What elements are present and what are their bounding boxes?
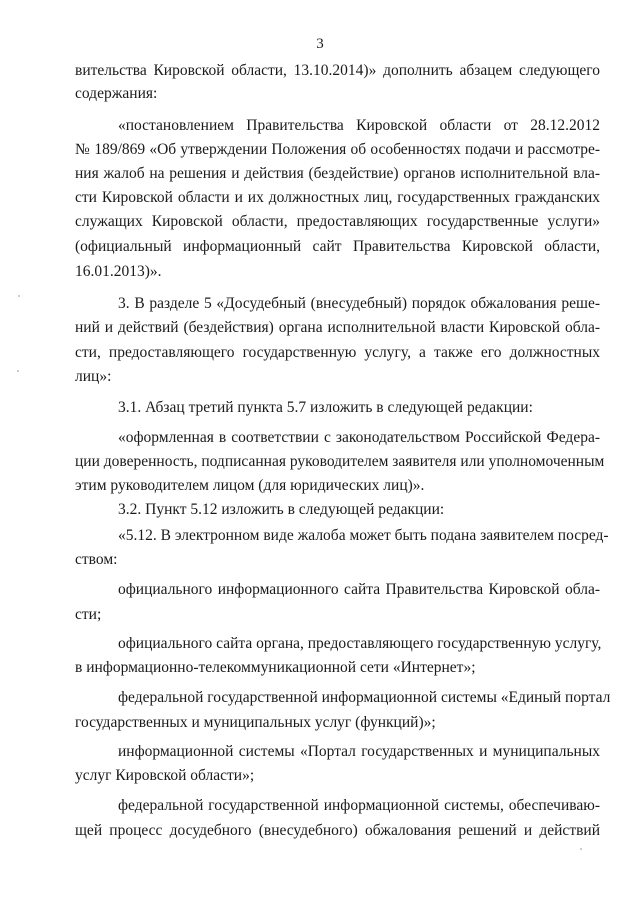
- scan-speck: [18, 295, 20, 297]
- text-line: официального сайта органа, предоставляющего государственную услугу,: [118, 635, 602, 652]
- text-line: в информационно-телекоммуникационной сети «Интернет»;: [75, 659, 476, 676]
- scan-speck: [17, 370, 19, 372]
- text-line: официального информационного сайта Правительства Кировской обла-: [118, 581, 600, 598]
- text-line: государственных и муниципальных услуг (функций)»;: [75, 714, 436, 731]
- text-line: вительства Кировской области, 13.10.2014)» дополнить абзацем следующего: [75, 62, 600, 79]
- text-line: 3.1. Абзац третий пункта 5.7 изложить в следующей редакции:: [118, 399, 533, 416]
- page-number: 3: [316, 36, 324, 52]
- text-line: услуг Кировской области»;: [75, 767, 255, 784]
- text-line: содержания:: [75, 85, 158, 102]
- text-line: ции доверенность, подписанная руководителем заявителя или уполномоченным: [75, 453, 605, 470]
- text-line: сти, предоставляющего государственную услугу, а также его должностных: [75, 344, 600, 361]
- text-line: этим руководителем лицом (для юридических лиц)».: [75, 477, 425, 494]
- text-line: сти Кировской области и их должностных лиц, государственных гражданских: [75, 189, 600, 206]
- text-line: служащих Кировской области, предоставляющих государственные услуги»: [75, 213, 600, 230]
- text-line: ния жалоб на решения и действия (бездействие) органов исполнительной вла-: [75, 165, 600, 182]
- text-line: № 189/869 «Об утверждении Положения об особенностях подачи и рассмотре-: [75, 141, 600, 158]
- text-line: щей процесс досудебного (внесудебного) обжалования решений и действий: [75, 822, 600, 839]
- text-line: федеральной государственной информационной системы «Единый портал: [118, 689, 611, 706]
- text-line: информационной системы «Портал государственных и муниципальных: [118, 743, 600, 760]
- text-line: 3.2. Пункт 5.12 изложить в следующей редакции:: [118, 501, 445, 518]
- text-line: ством:: [75, 551, 118, 568]
- text-line: 16.01.2013)».: [75, 263, 162, 280]
- scan-speck: [580, 848, 582, 850]
- text-line: (официальный информационный сайт Правительства Кировской области,: [75, 238, 600, 255]
- text-line: 3. В разделе 5 «Досудебный (внесудебный) порядок обжалования реше-: [118, 295, 600, 312]
- text-line: «5.12. В электронном виде жалоба может быть подана заявителем посред-: [118, 527, 609, 544]
- text-line: «оформленная в соответствии с законодательством Российской Федера-: [118, 429, 600, 446]
- text-line: лиц»:: [75, 368, 112, 385]
- text-line: «постановлением Правительства Кировской области от 28.12.2012: [118, 117, 600, 134]
- text-line: ний и действий (бездействия) органа исполнительной власти Кировской обла-: [75, 319, 600, 336]
- text-line: сти;: [75, 606, 102, 623]
- text-line: федеральной государственной информационной системы, обеспечиваю-: [118, 797, 600, 814]
